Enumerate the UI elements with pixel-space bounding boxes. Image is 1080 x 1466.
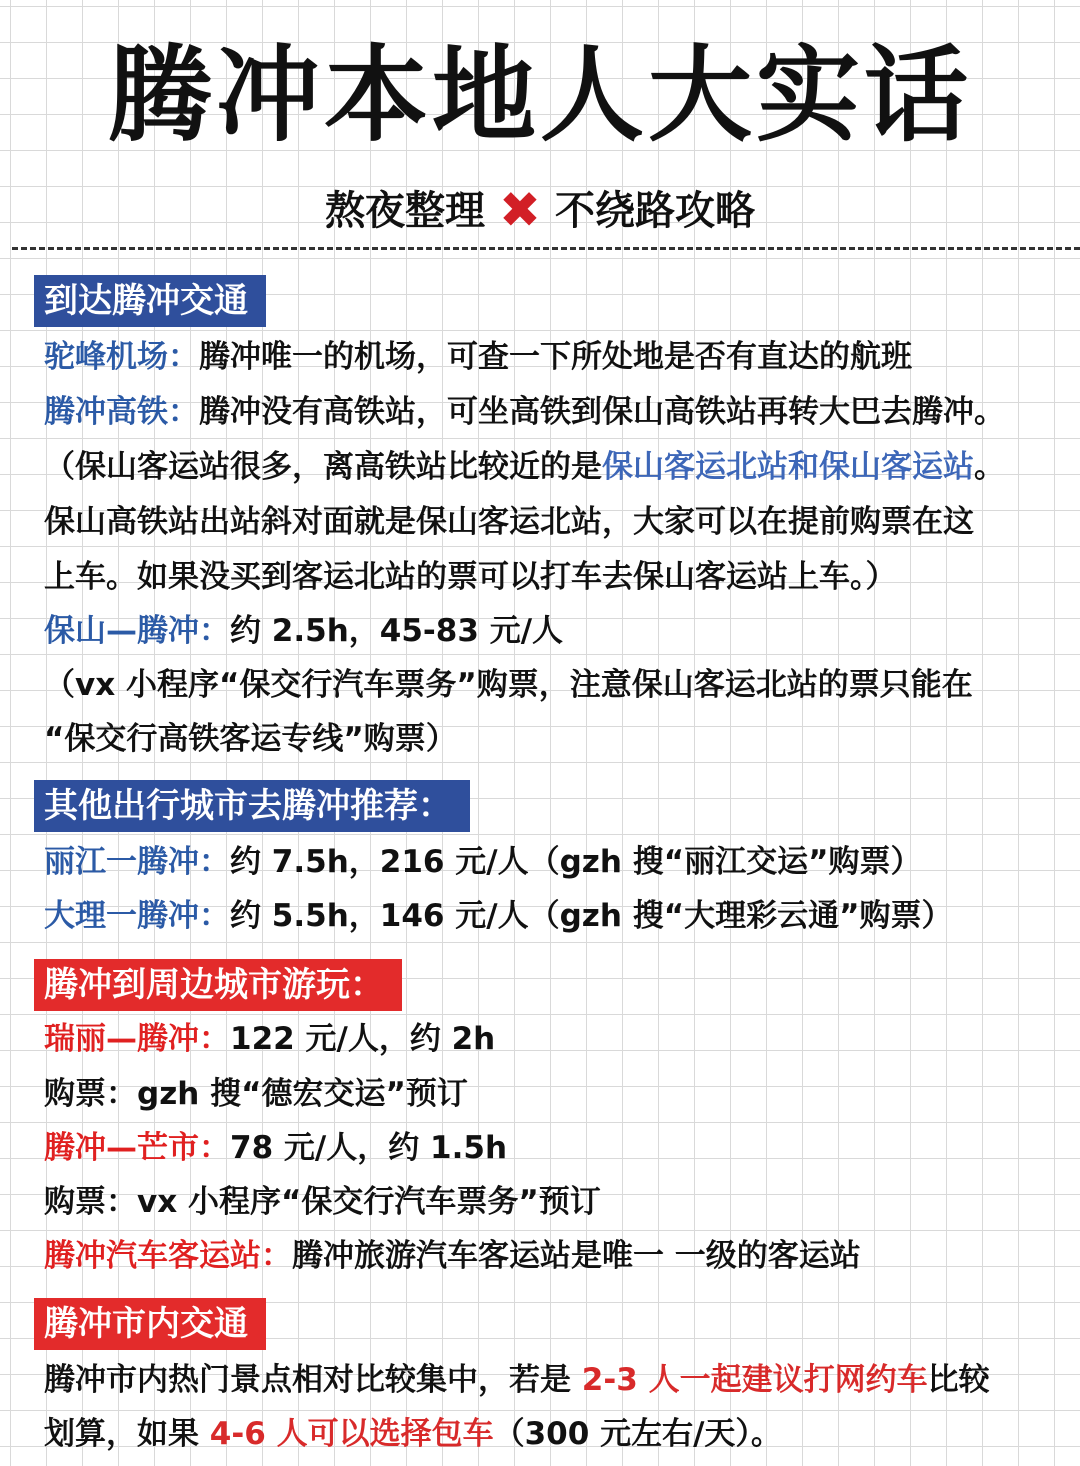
note1-highlight: 保山客运北站和保山客运站	[602, 449, 974, 485]
cross-mark-icon: ✖	[499, 181, 541, 239]
subtitle-right: 不绕路攻略	[554, 188, 755, 234]
p2-post: （300 元左右/天）。	[493, 1416, 782, 1452]
page-title: 腾冲本地人大实话	[107, 34, 972, 156]
p1-highlight: 2-3 人一起建议打网约车	[581, 1362, 928, 1398]
subtitle-left: 熬夜整理	[325, 188, 486, 234]
subtitle	[0, 180, 1080, 241]
section-header-in-city: 腾冲市内交通	[34, 1298, 266, 1350]
station-label: 腾冲汽车客运站：	[44, 1238, 292, 1274]
baoshan-tengchong-line	[44, 604, 1044, 658]
bs-label: 保山—腾冲：	[44, 613, 230, 649]
dali-label: 大理一腾冲：	[44, 898, 230, 934]
dashed-divider	[12, 247, 1080, 250]
mangshi-buy-line: 购票：vx 小程序“保交行汽车票务”预订	[44, 1184, 601, 1220]
baoshan-note-line-1	[44, 440, 1044, 494]
in-city-line-1	[44, 1353, 1044, 1407]
in-city-line-2	[44, 1407, 1044, 1461]
lijiang-label: 丽江一腾冲：	[44, 844, 230, 880]
section-header-other-cities: 其他出行城市去腾冲推荐：	[34, 780, 470, 832]
ruili-text: 122 元/人，约 2h	[230, 1021, 496, 1057]
p2-pre: 划算，如果	[44, 1416, 210, 1452]
baoshan-note-line-2: 保山高铁站出站斜对面就是保山客运北站，大家可以在提前购票在这	[44, 504, 974, 540]
station-text: 腾冲旅游汽车客运站是唯一 一级的客运站	[292, 1238, 861, 1274]
p2-highlight: 4-6 人可以选择包车	[209, 1416, 494, 1452]
bs-text: 约 2.5h，45-83 元/人	[230, 613, 564, 649]
note1-post: 。	[974, 449, 1005, 485]
p1-post: 比较	[927, 1362, 990, 1398]
mangshi-text: 78 元/人，约 1.5h	[230, 1130, 508, 1166]
baoshan-note-line-3: 上车。如果没买到客运北站的票可以打车去保山客运站上车。）	[44, 559, 897, 595]
section-header-nearby: 腾冲到周边城市游玩：	[34, 959, 402, 1011]
bus-station-line	[44, 1229, 1044, 1283]
mangshi-line	[44, 1121, 1044, 1175]
ruili-buy-line: 购票：gzh 搜“德宏交运”预订	[44, 1076, 468, 1112]
rail-line	[44, 385, 1044, 439]
p1-pre: 腾冲市内热门景点相对比较集中，若是	[44, 1362, 582, 1398]
airport-line	[44, 330, 1044, 384]
rail-label: 腾冲高铁：	[44, 394, 199, 430]
ruili-line	[44, 1012, 1044, 1066]
rail-text: 腾冲没有高铁站，可坐高铁到保山高铁站再转大巴去腾冲。	[199, 394, 1005, 430]
bs-ticket-note-2: “保交行高铁客运专线”购票）	[44, 721, 457, 757]
airport-label: 驼峰机场：	[44, 339, 199, 375]
mangshi-label: 腾冲—芒市：	[44, 1130, 230, 1166]
dali-line	[44, 889, 1044, 943]
airport-text: 腾冲唯一的机场，可查一下所处地是否有直达的航班	[199, 339, 912, 375]
ruili-label: 瑞丽—腾冲：	[44, 1021, 230, 1057]
lijiang-line	[44, 835, 1044, 889]
note1-pre: （保山客运站很多，离高铁站比较近的是	[44, 449, 602, 485]
bs-ticket-note-1: （vx 小程序“保交行汽车票务”购票，注意保山客运北站的票只能在	[44, 667, 973, 703]
dali-text: 约 5.5h，146 元/人（gzh 搜“大理彩云通”购票）	[230, 898, 953, 934]
lijiang-text: 约 7.5h，216 元/人（gzh 搜“丽江交运”购票）	[230, 844, 922, 880]
section-header-arrival: 到达腾冲交通	[34, 275, 266, 327]
